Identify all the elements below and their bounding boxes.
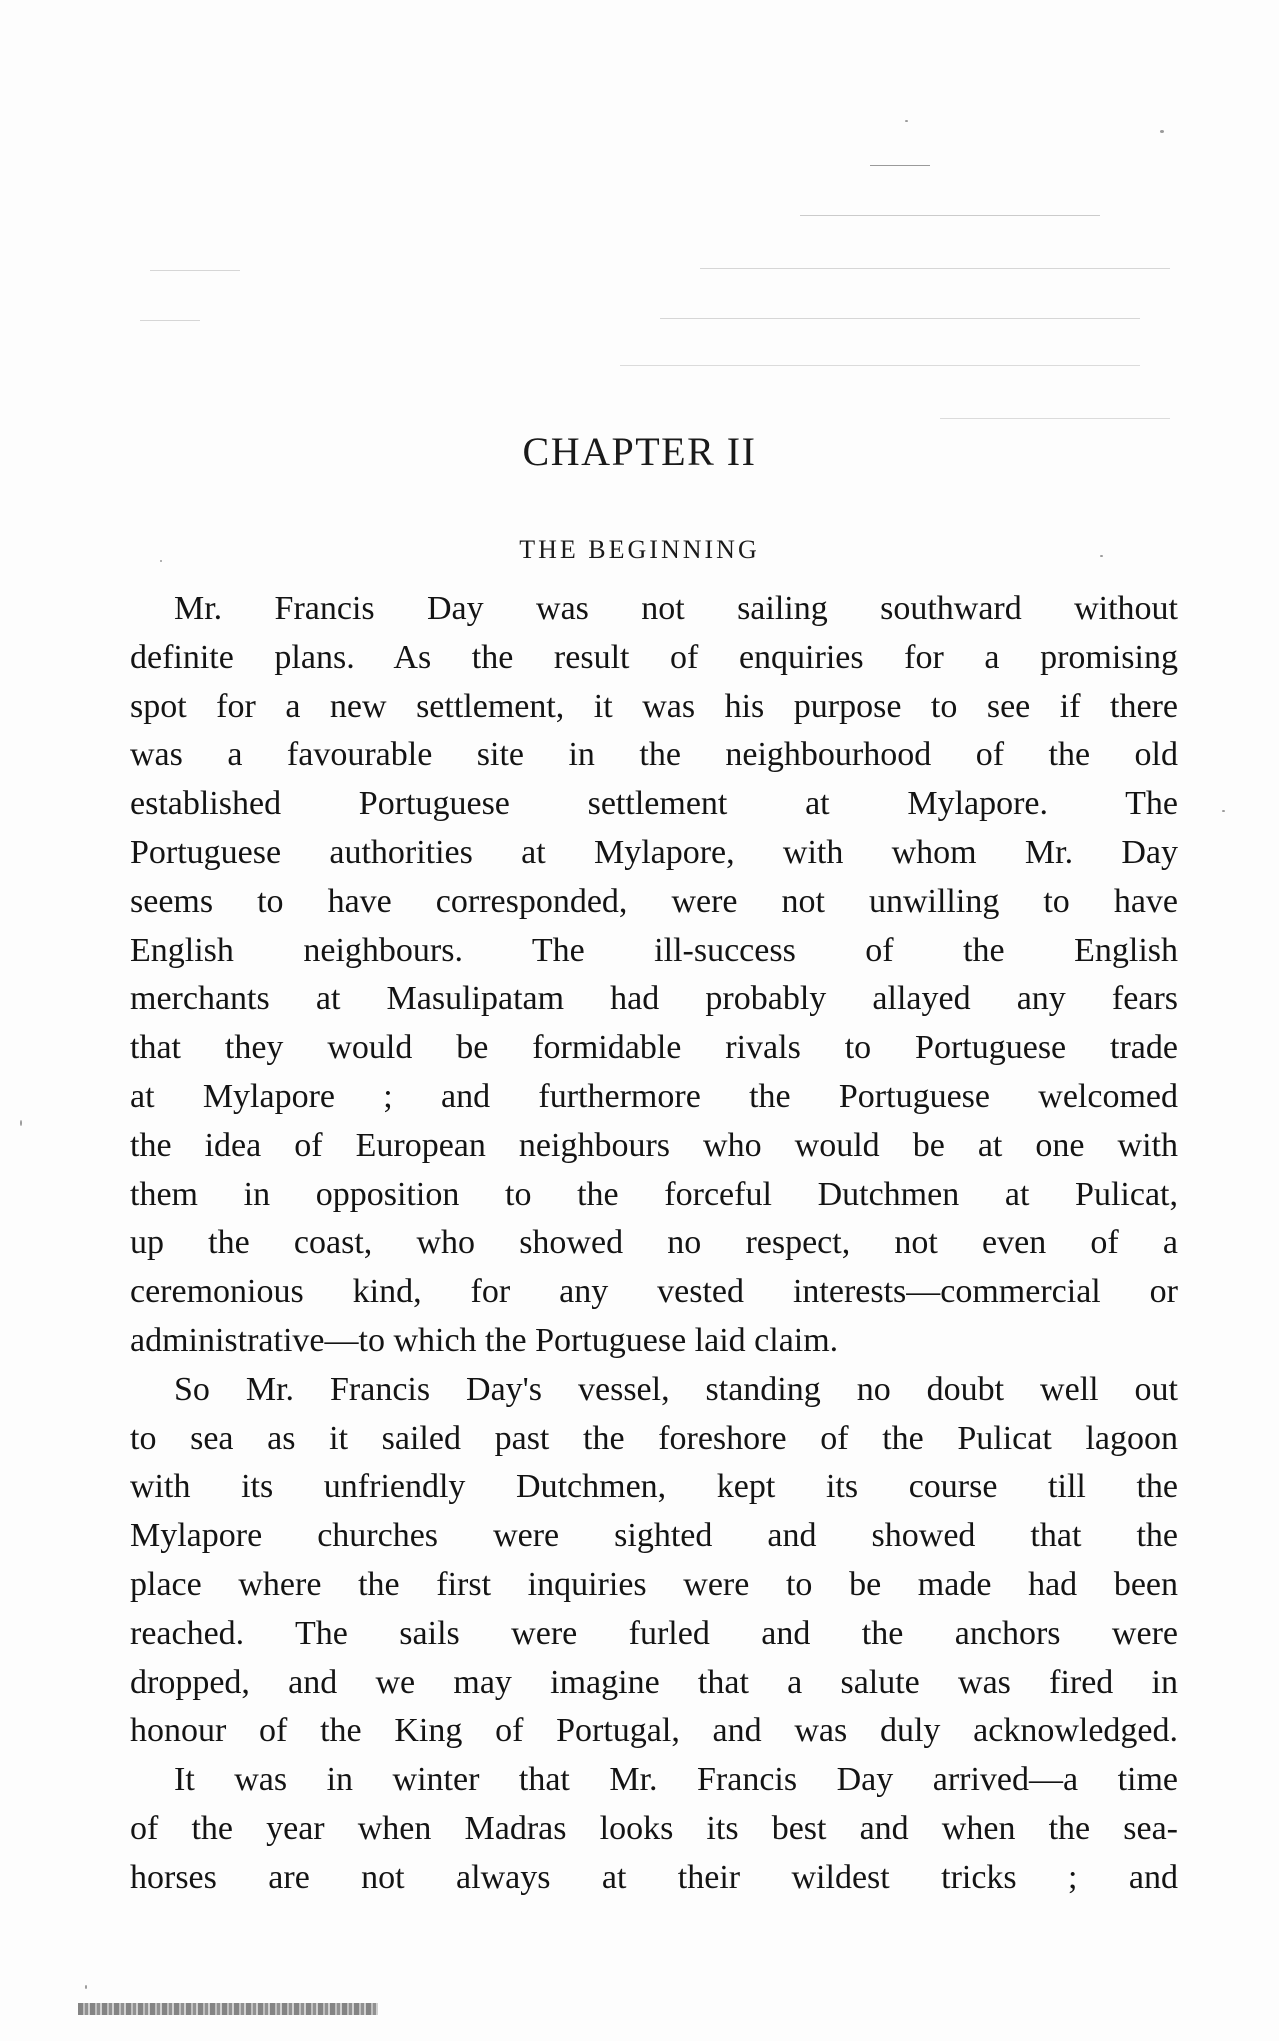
text-line: the idea of European neighbours who would be at one with [130, 1126, 1178, 1164]
text-line: was a favourable site in the neighbourhood of the old [130, 736, 1178, 774]
text-line: of the year when Madras looks its best and when the sea- [130, 1809, 1178, 1847]
scan-speckle [700, 268, 1170, 269]
text-line: It was in winter that Mr. Francis Day arrived—a time [174, 1761, 1178, 1799]
scan-edge-strip [78, 2003, 378, 2015]
text-line: at Mylapore ; and furthermore the Portuguese welcomed [130, 1077, 1178, 1115]
text-line: administrative—to which the Portuguese laid claim. [130, 1321, 839, 1359]
body-text [130, 585, 1178, 1903]
scan-speckle [870, 165, 930, 166]
scan-speckle [150, 270, 240, 271]
scan-speckle [940, 418, 1170, 419]
scan-speckle [140, 320, 200, 321]
chapter-title: CHAPTER II [522, 429, 757, 474]
text-line: Mylapore churches were sighted and showed that the [130, 1517, 1178, 1555]
text-line: established Portuguese settlement at Mylapore. The [130, 785, 1178, 823]
text-line: merchants at Masulipatam had probably allayed any fears [130, 980, 1178, 1018]
scan-speckle [20, 1120, 22, 1126]
scan-speckle [905, 120, 908, 122]
scan-speckle [85, 1985, 87, 1989]
text-line: Portuguese authorities at Mylapore, with whom Mr. Day [130, 833, 1178, 871]
text-line: definite plans. As the result of enquiries for a promising [130, 638, 1178, 676]
scan-speckle [1160, 130, 1164, 133]
text-line: ceremonious kind, for any vested interests—commercial or [130, 1273, 1178, 1311]
scan-speckle [660, 318, 1140, 319]
text-line: that they would be formidable rivals to Portuguese trade [130, 1029, 1178, 1067]
text-line: horses are not always at their wildest tricks ; and [130, 1858, 1178, 1896]
scan-speckle [1222, 810, 1225, 812]
text-line: place where the first inquiries were to be made had been [130, 1565, 1178, 1603]
text-line: with its unfriendly Dutchmen, kept its course till the [130, 1468, 1178, 1506]
paragraph-2 [130, 1366, 1178, 1756]
scan-speckle [800, 215, 1100, 216]
paragraph-3 [130, 1756, 1178, 1902]
text-line: up the coast, who showed no respect, not even of a [130, 1224, 1178, 1262]
section-title: THE BEGINNING [519, 535, 760, 564]
text-line: Mr. Francis Day was not sailing southward without [174, 590, 1178, 627]
scan-speckle [620, 365, 1140, 366]
text-line: honour of the King of Portugal, and was duly acknowledged. [130, 1712, 1178, 1750]
text-line: them in opposition to the forceful Dutchmen at Pulicat, [130, 1175, 1178, 1213]
paragraph-1 [130, 585, 1178, 1366]
text-line: seems to have corresponded, were not unwilling to have [130, 882, 1178, 920]
text-line: to sea as it sailed past the foreshore of the Pulicat lagoon [130, 1419, 1178, 1457]
text-line: English neighbours. The ill-success of the English [130, 931, 1178, 969]
text-line: So Mr. Francis Day's vessel, standing no doubt well out [174, 1370, 1178, 1408]
text-line: dropped, and we may imagine that a salute was fired in [130, 1663, 1178, 1701]
text-line: spot for a new settlement, it was his purpose to see if there [130, 687, 1178, 725]
text-line: reached. The sails were furled and the anchors were [130, 1614, 1178, 1652]
